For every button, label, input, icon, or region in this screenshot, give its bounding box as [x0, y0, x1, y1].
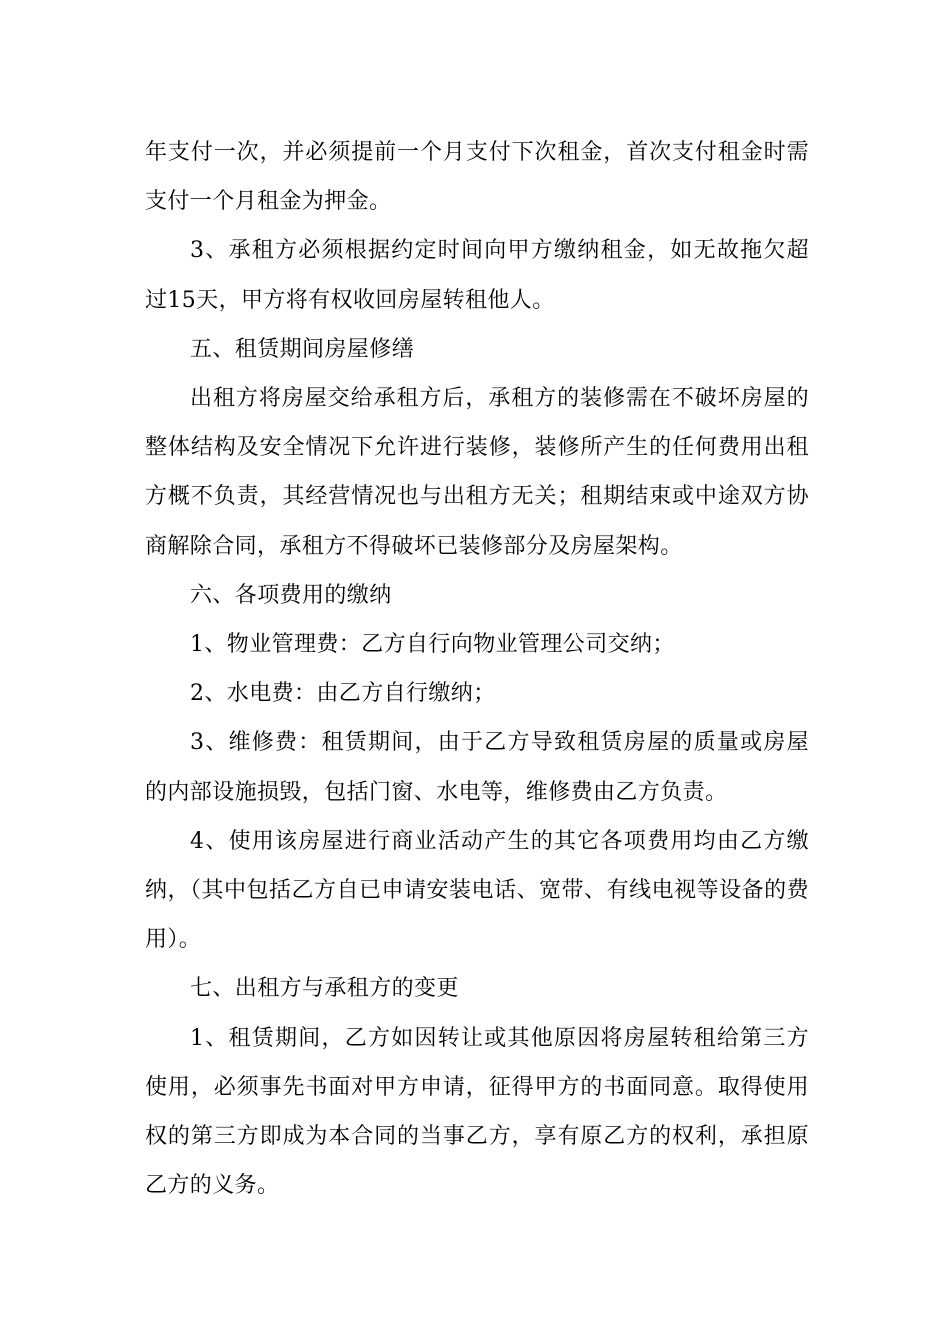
- section-heading-repairs: 五、租赁期间房屋修缮: [190, 336, 415, 362]
- paragraph-other-fees: 4、使用该房屋进行商业活动产生的其它各项费用均由乙方缴纳，（其中包括乙方自已申请安装电话、宽带、有线电视等设备的费用）。: [145, 828, 809, 953]
- paragraph-rent-overdue-clause: 3、承租方必须根据约定时间向甲方缴纳租金，如无故拖欠超过15天，甲方将有权收回房屋转租他人。: [145, 238, 809, 313]
- paragraph-utilities-fee: 2、水电费：由乙方自行缴纳；: [190, 681, 496, 707]
- paragraph-maintenance-fee: 3、维修费：租赁期间，由于乙方导致租赁房屋的质量或房屋的内部设施损毁，包括门窗、水电等，维修费由乙方负责。: [145, 730, 809, 805]
- paragraph-sublease-clause: 1、租赁期间，乙方如因转让或其他原因将房屋转租给第三方使用，必须事先书面对甲方申请，征得甲方的书面同意。取得使用权的第三方即成为本合同的当事乙方，享有原乙方的权利，承担原乙方的义务。: [145, 1025, 809, 1199]
- paragraph-property-fee: 1、物业管理费：乙方自行向物业管理公司交纳；: [190, 632, 675, 658]
- section-heading-party-change: 七、出租方与承租方的变更: [190, 976, 459, 1002]
- paragraph-rent-payment-continued: 年支付一次，并必须提前一个月支付下次租金，首次支付租金时需支付一个月租金为押金。: [145, 140, 809, 215]
- paragraph-renovation-clause: 出租方将房屋交给承租方后，承租方的装修需在不破坏房屋的整体结构及安全情况下允许进行装修，装修所产生的任何费用出租方概不负责，其经营情况也与出租方无关；租期结束或中途双方协商解除合同，承租方不得破坏已装修部分及房屋架构。: [145, 386, 809, 559]
- section-heading-fees: 六、各项费用的缴纳: [190, 582, 392, 608]
- document-body: [145, 128, 809, 1210]
